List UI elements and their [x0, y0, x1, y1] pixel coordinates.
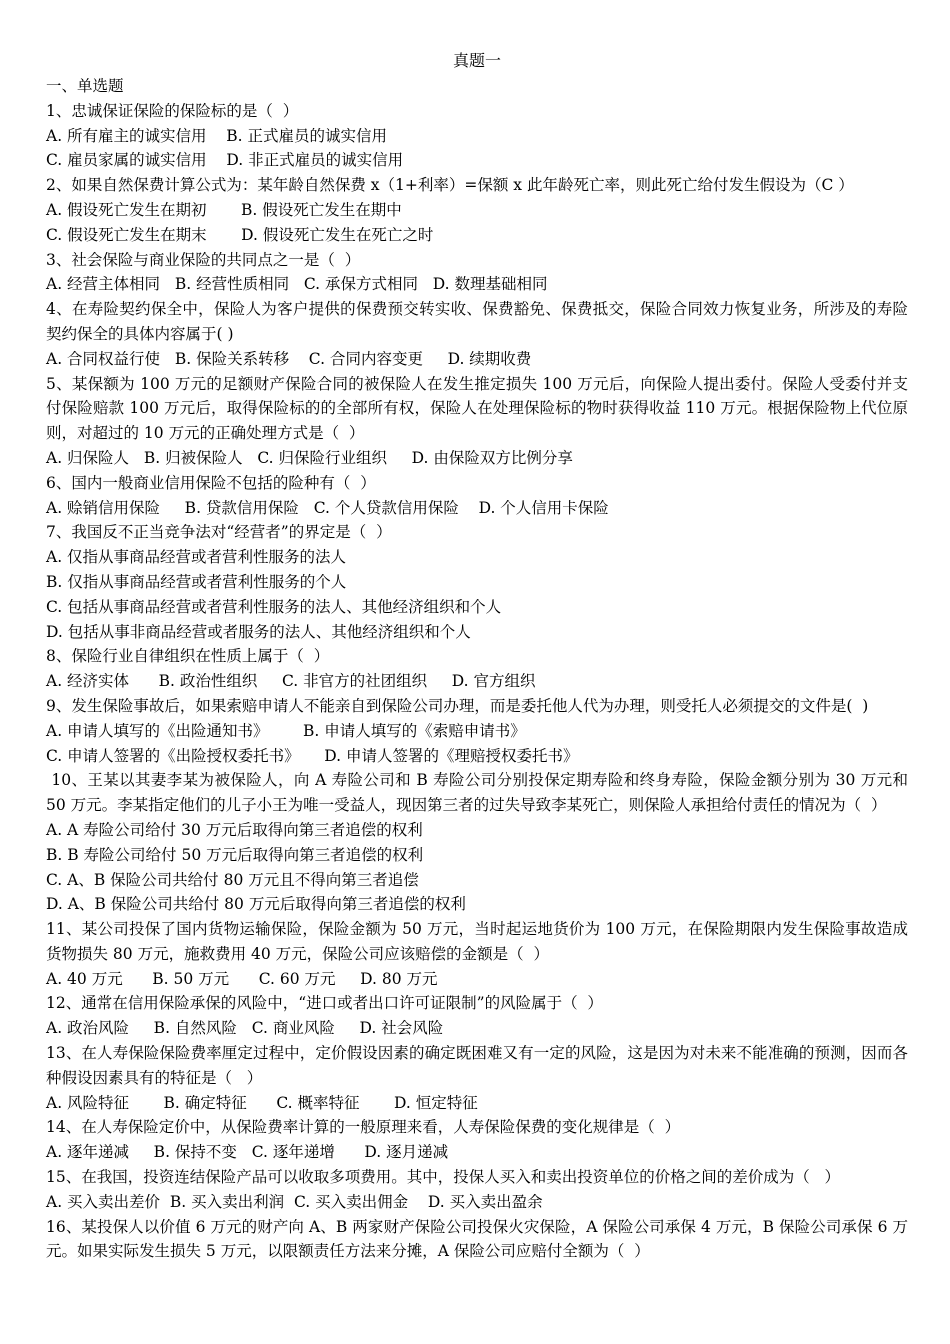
question-line: A. 赊销信用保险 B. 贷款信用保险 C. 个人贷款信用保险 D. 个人信用卡保险 — [46, 498, 609, 517]
question-line: B. 仅指从事商品经营或者营利性服务的个人 — [46, 572, 347, 591]
question-line: A. 合同权益行使 B. 保险关系转移 C. 合同内容变更 D. 续期收费 — [46, 349, 532, 368]
question-line: A. 归保险人 B. 归被保险人 C. 归保险行业组织 D. 由保险双方比例分享 — [46, 448, 573, 467]
question-line: A. 40 万元 B. 50 万元 C. 60 万元 D. 80 万元 — [46, 969, 438, 988]
question-line: 16、某投保人以价值 6 万元的财产向 A、B 两家财产保险公司投保火灾保险，A 保险公司承保 4 万元，B 保险公司承保 6 万元。如果实际发生损失 5 万元，以限额责任方法来分摊，A 保险公司应赔付全额为（ ） — [46, 1217, 908, 1261]
question-line: A. 逐年递减 B. 保持不变 C. 逐年递增 D. 逐月递减 — [46, 1143, 449, 1162]
question-line: 4、在寿险契约保全中，保险人为客户提供的保费预交转实收、保费豁免、保费抵交，保险合同效力恢复业务，所涉及的寿险契约保全的具体内容属于( ) — [46, 300, 908, 343]
question-line: C. 包括从事商品经营或者营利性服务的法人、其他经济组织和个人 — [46, 597, 502, 616]
section-heading: 一、单选题 — [46, 77, 124, 95]
question-line: 6、国内一般商业信用保险不包括的险种有（ ） — [46, 473, 376, 492]
question-line: 15、在我国，投资连结保险产品可以收取多项费用。其中，投保人买入和卖出投资单位的价格之间的差价成为（ ） — [46, 1168, 841, 1187]
question-line: 10、王某以其妻李某为被保险人，向 A 寿险公司和 B 寿险公司分别投保定期寿险和终身寿险，保险金额分别为 30 万元和 50 万元。李某指定他们的儿子小王为唯一受益人，现因第三者的过失导致李某死亡，则保险人承担给付责任的情况为（ ） — [46, 771, 913, 815]
question-line: B. B 寿险公司给付 50 万元后取得向第三者追偿的权利 — [46, 845, 424, 864]
question-line: 3、社会保险与商业保险的共同点之一是（ ） — [46, 250, 361, 269]
question-line: 12、通常在信用保险承保的风险中，“进口或者出口许可证限制”的风险属于（ ） — [46, 994, 603, 1013]
question-line: A. 经营主体相同 B. 经营性质相同 C. 承保方式相同 D. 数理基础相同 — [46, 275, 548, 294]
question-line: A. 经济实体 B. 政治性组织 C. 非官方的社团组织 D. 官方组织 — [46, 672, 536, 691]
question-line: 13、在人寿保险保险费率厘定过程中，定价假设因素的确定既困难又有一定的风险，这是因为对未来不能准确的预测，因而各种假设因素具有的特征是（ ） — [46, 1044, 908, 1087]
question-line: A. 政治风险 B. 自然风险 C. 商业风险 D. 社会风险 — [46, 1019, 444, 1038]
question-line: A. 风险特征 B. 确定特征 C. 概率特征 D. 恒定特征 — [46, 1093, 478, 1112]
question-line: A. A 寿险公司给付 30 万元后取得向第三者追偿的权利 — [46, 820, 423, 839]
document-title: 真题一 — [452, 51, 501, 70]
question-line: C. 申请人签署的《出险授权委托书》 D. 申请人签署的《理赔授权委托书》 — [46, 746, 579, 765]
question-line: A. 仅指从事商品经营或者营利性服务的法人 — [46, 548, 347, 567]
question-line: A. 所有雇主的诚实信用 B. 正式雇员的诚实信用 — [46, 126, 388, 145]
question-line: A. 买入卖出差价 B. 买入卖出利润 C. 买入卖出佣金 D. 买入卖出盈余 — [46, 1192, 543, 1211]
question-line: 5、某保额为 100 万元的足额财产保险合同的被保险人在发生推定损失 100 万元后，向保险人提出委付。保险人受委付并支付保险赔款 100 万元后，取得保险标的的全部所有权，保险人在处理保险标的物时获得收益 110 万元。根据保险物上代位原则，对超过的 10 万元的正确处理方式是（ ） — [46, 374, 908, 443]
question-list — [46, 99, 913, 1264]
question-line: 9、发生保险事故后，如果索赔申请人不能亲自到保险公司办理，而是委托他人代为办理，则受托人必须提交的文件是( ) — [46, 696, 869, 715]
question-line: D. 包括从事非商品经营或者服务的法人、其他经济组织和个人 — [46, 622, 471, 641]
question-line: C. A、B 保险公司共给付 80 万元且不得向第三者追偿 — [46, 870, 419, 889]
question-line: 8、保险行业自律组织在性质上属于（ ） — [46, 647, 330, 666]
question-line: A. 假设死亡发生在期初 B. 假设死亡发生在期中 — [46, 200, 402, 219]
question-line: C. 假设死亡发生在期末 D. 假设死亡发生在死亡之时 — [46, 225, 434, 244]
question-line: 11、某公司投保了国内货物运输保险，保险金额为 50 万元，当时起运地货价为 100 万元，在保险期限内发生保险事故造成货物损失 80 万元，施救费用 40 万元，保险公司应该赔偿的金额是（ ） — [46, 920, 908, 963]
question-line: 2、如果自然保费计算公式为：某年龄自然保费 x（1+利率）=保额 x 此年龄死亡率，则此死亡给付发生假设为（C ） — [46, 176, 854, 195]
question-line: D. A、B 保险公司共给付 80 万元后取得向第三者追偿的权利 — [46, 895, 466, 914]
question-line: 1、忠诚保证保险的保险标的是（ ） — [46, 101, 299, 120]
question-line: 7、我国反不正当竞争法对“经营者”的界定是（ ） — [46, 523, 392, 542]
question-line: 14、在人寿保险定价中，从保险费率计算的一般原理来看，人寿保险保费的变化规律是（ ） — [46, 1118, 681, 1137]
question-line: A. 申请人填写的《出险通知书》 B. 申请人填写的《索赔申请书》 — [46, 721, 526, 740]
question-line: C. 雇员家属的诚实信用 D. 非正式雇员的诚实信用 — [46, 151, 404, 170]
document-page — [46, 50, 913, 1264]
